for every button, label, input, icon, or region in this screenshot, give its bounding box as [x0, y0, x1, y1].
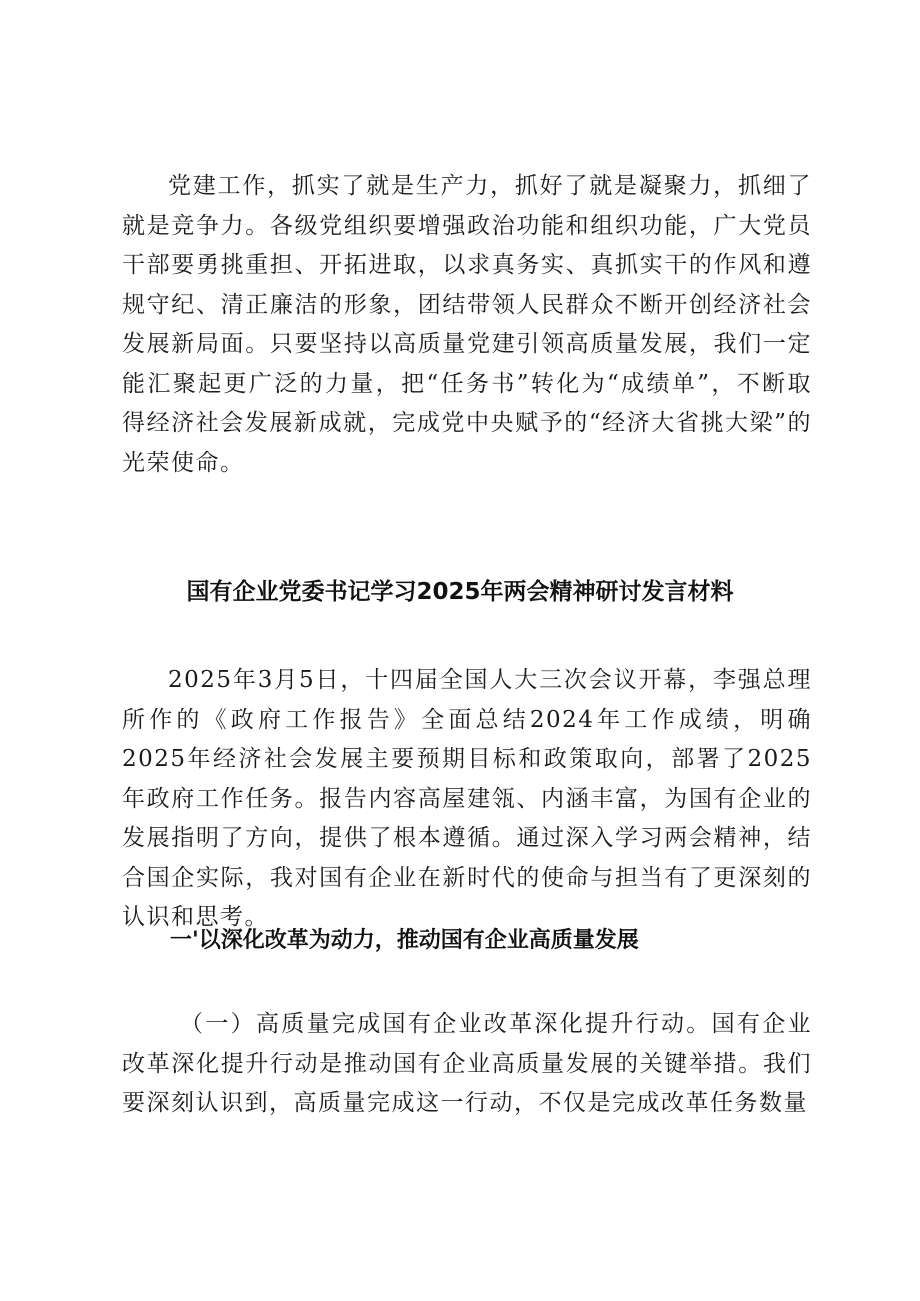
- section-heading: 一'以深化改革为动力，推动国有企业高质量发展: [170, 928, 639, 953]
- body-paragraph: 2025年3月5日，十四届全国人大三次会议开幕，李强总理所作的《政府工作报告》全面总结2024年工作成绩，明确2025年经济社会发展主要预期目标和政策取向，部署了2025年政府工作任务。报告内容高屋建瓴、内涵丰富，为国有企业的发展指明了方向，提供了根本遵循。通过深入学习两会精神，结合国企实际，我对国有企业在新时代的使命与担当有了更深刻的认识和思考。: [122, 667, 812, 930]
- body-paragraph: （一）高质量完成国有企业改革深化提升行动。国有企业改革深化提升行动是推动国有企业高质量发展的关键举措。我们要深刻认识到，高质量完成这一行动，不仅是完成改革任务数量: [122, 1011, 812, 1116]
- body-paragraph: 党建工作，抓实了就是生产力，抓好了就是凝聚力，抓细了就是竞争力。各级党组织要增强政治功能和组织功能，广大党员干部要勇挑重担、开拓进取，以求真务实、真抓实干的作风和遵规守纪、清正廉洁的形象，团结带领人民群众不断开创经济社会发展新局面。只要坚持以高质量党建引领高质量发展，我们一定能汇聚起更广泛的力量，把“任务书”转化为“成绩单”，不断取得经济社会发展新成就，完成党中央赋予的“经济大省挑大梁”的光荣使命。: [122, 173, 812, 476]
- document-title: 国有企业党委书记学习2025年两会精神研讨发言材料: [186, 579, 734, 605]
